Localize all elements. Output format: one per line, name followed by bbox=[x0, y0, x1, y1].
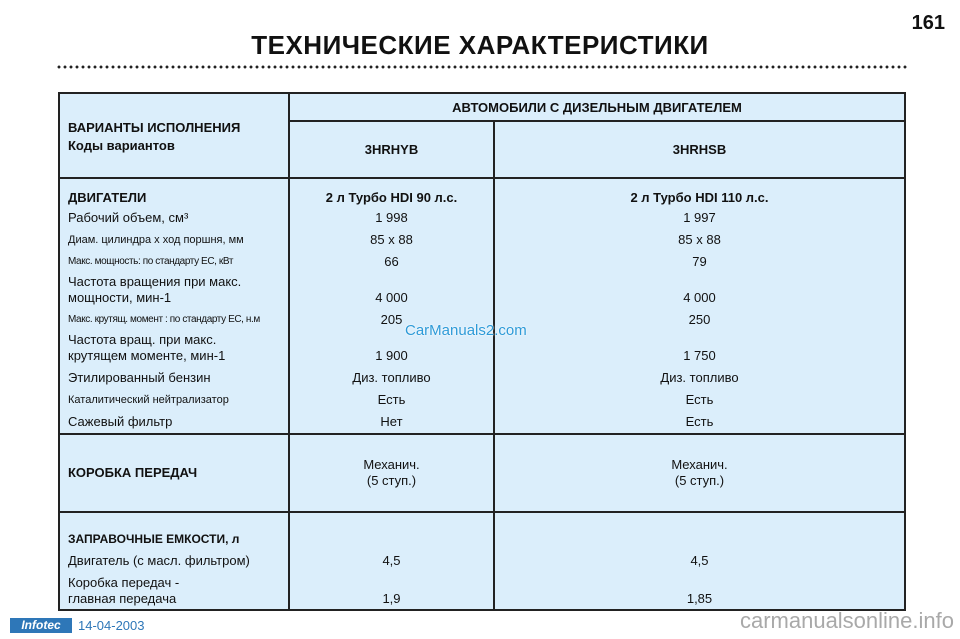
specs-table bbox=[58, 92, 906, 611]
engine-col1-torque: 205 bbox=[380, 312, 403, 327]
engine-label-power-rpm-1: Частота вращения при макс. bbox=[68, 274, 242, 289]
capacities-label-gearbox-2: главная передача bbox=[68, 591, 177, 606]
engine-col2-bore-stroke: 85 x 88 bbox=[678, 232, 721, 247]
footer-date: 14-04-2003 bbox=[78, 618, 145, 633]
engine-heading: ДВИГАТЕЛИ bbox=[68, 190, 147, 205]
gearbox-col1-line2: (5 ступ.) bbox=[366, 473, 417, 488]
engine-label-torque-rpm-2: крутящем моменте, мин-1 bbox=[68, 348, 226, 363]
engine-col1 bbox=[289, 178, 494, 434]
capacities-col1 bbox=[289, 512, 494, 610]
capacities-label-engine: Двигатель (с масл. фильтром) bbox=[68, 553, 250, 568]
engine-label-particle-filter: Сажевый фильтр bbox=[68, 414, 173, 429]
engine-col2-torque-rpm: 1 750 bbox=[683, 348, 716, 363]
engine-label-torque: Макс. крутящ. момент : по стандарту ЕС, н.м bbox=[68, 314, 260, 325]
gearbox-col1 bbox=[289, 434, 494, 512]
capacities-col2-engine: 4,5 bbox=[690, 553, 709, 568]
engine-labels bbox=[59, 178, 289, 434]
gearbox-label: КОРОБКА ПЕРЕДАЧ bbox=[68, 465, 198, 480]
engine-col1-catalyst: Есть bbox=[377, 392, 406, 407]
engine-label-catalyst: Каталитический нейтрализатор bbox=[68, 394, 229, 406]
capacities-block bbox=[59, 512, 905, 610]
engine-col1-displacement: 1 998 bbox=[375, 210, 408, 225]
capacities-col2 bbox=[494, 512, 905, 610]
gearbox-col1-line1: Механич. bbox=[363, 457, 420, 472]
engine-col1-fuel: Диз. топливо bbox=[352, 370, 431, 385]
engine-label-bore-stroke: Диам. цилиндра х ход поршня, мм bbox=[68, 234, 244, 246]
engine-label-fuel: Этилированный бензин bbox=[68, 370, 211, 385]
engine-label-displacement: Рабочий объем, см³ bbox=[68, 210, 189, 225]
engine-col2-power-rpm: 4 000 bbox=[683, 290, 716, 305]
infotec-logo: Infotec bbox=[10, 618, 72, 633]
variants-label: ВАРИАНТЫ ИСПОЛНЕНИЯ bbox=[68, 119, 241, 135]
capacities-heading: ЗАПРАВОЧНЫЕ ЕМКОСТИ, л bbox=[68, 532, 240, 546]
engine-block bbox=[59, 178, 905, 434]
footer-site-watermark[interactable]: carmanualsonline.info bbox=[739, 608, 954, 633]
engine-col1-particle-filter: Нет bbox=[380, 414, 403, 429]
engine-col2-fuel: Диз. топливо bbox=[660, 370, 739, 385]
engine-label-power-rpm-2: мощности, мин-1 bbox=[68, 290, 172, 305]
code-col1: 3HRHYB bbox=[289, 121, 494, 178]
engine-col2-power: 79 bbox=[692, 254, 707, 269]
variants-cell bbox=[59, 93, 289, 178]
engine-label-torque-rpm-1: Частота вращ. при макс. bbox=[68, 332, 217, 347]
gearbox-label-cell bbox=[59, 434, 289, 512]
page-title: ТЕХНИЧЕСКИЕ ХАРАКТЕРИСТИКИ bbox=[251, 30, 709, 60]
capacities-col2-gearbox: 1,85 bbox=[686, 591, 713, 606]
capacities-col1-engine: 4,5 bbox=[382, 553, 401, 568]
engine-col2 bbox=[494, 178, 905, 434]
header-row-group bbox=[59, 93, 905, 121]
engine-col2-heading: 2 л Турбо HDI 110 л.с. bbox=[630, 190, 769, 205]
engine-col1-bore-stroke: 85 x 88 bbox=[370, 232, 413, 247]
engine-col1-heading: 2 л Турбо HDI 90 л.с. bbox=[325, 190, 458, 205]
capacities-labels bbox=[59, 512, 289, 610]
engine-col1-power-rpm: 4 000 bbox=[375, 290, 408, 305]
engine-col2-particle-filter: Есть bbox=[685, 414, 714, 429]
gearbox-col2-line1: Механич. bbox=[671, 457, 728, 472]
gearbox-col2 bbox=[494, 434, 905, 512]
engine-col2-catalyst: Есть bbox=[685, 392, 714, 407]
engine-col1-power: 66 bbox=[384, 254, 399, 269]
page-number: 161 bbox=[911, 12, 945, 34]
engine-col2-torque: 250 bbox=[688, 312, 711, 327]
gearbox-col2-line2: (5 ступ.) bbox=[674, 473, 725, 488]
capacities-label-gearbox-1: Коробка передач - bbox=[68, 575, 180, 590]
group-label: АВТОМОБИЛИ С ДИЗЕЛЬНЫМ ДВИГАТЕЛЕМ bbox=[289, 93, 905, 121]
engine-label-power: Макс. мощность: по стандарту ЕС, кВт bbox=[68, 256, 233, 267]
engine-col1-torque-rpm: 1 900 bbox=[375, 348, 408, 363]
code-col2: 3HRHSB bbox=[494, 121, 905, 178]
capacities-col1-gearbox: 1,9 bbox=[382, 591, 401, 606]
engine-col2-displacement: 1 997 bbox=[683, 210, 716, 225]
codes-label: Коды вариантов bbox=[68, 137, 175, 153]
dotted-divider bbox=[56, 64, 908, 70]
watermark-link[interactable]: CarManuals2.com bbox=[405, 322, 527, 339]
gearbox-block bbox=[59, 434, 905, 512]
